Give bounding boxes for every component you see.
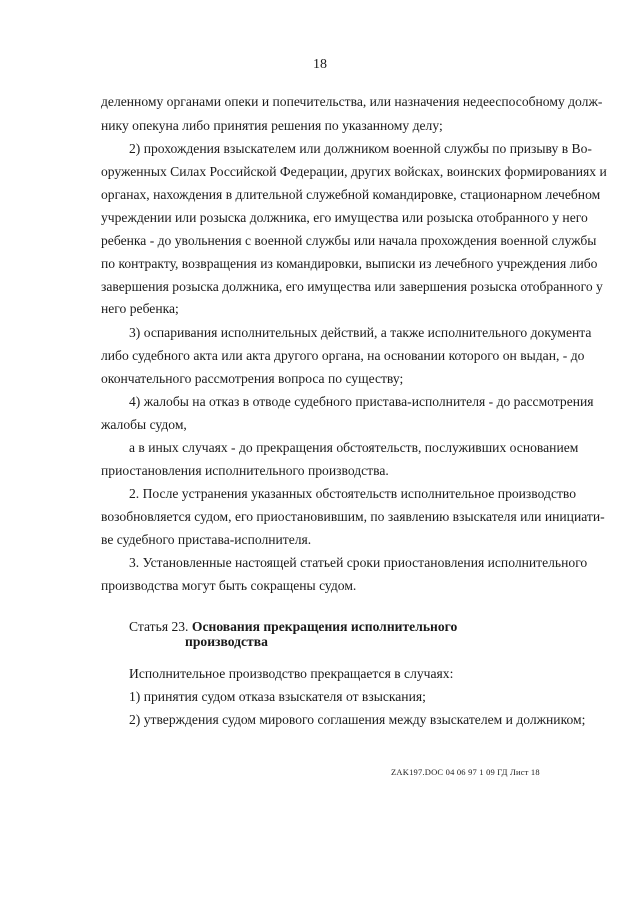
text-line: приостановления исполнительного производства. bbox=[101, 463, 389, 478]
text-line: завершения розыска должника, его имущества или завершения розыска отобранного у bbox=[101, 279, 603, 294]
text-line: жалобы судом, bbox=[101, 417, 187, 432]
article-title: Основания прекращения исполнительного bbox=[191, 619, 458, 634]
text-line: 2) утверждения судом мирового соглашения между взыскателем и должником; bbox=[129, 712, 586, 727]
text-line: 2) прохождения взыскателем или должником военной службы по призыву в Во- bbox=[129, 141, 592, 156]
text-line: по контракту, возвращения из командировки, выписки из лечебного учреждения либо bbox=[101, 256, 598, 271]
text-line: возобновляется судом, его приостановившим, по заявлению взыскателя или инициати- bbox=[101, 509, 605, 524]
text-line: деленному органами опеки и попечительства, или назначения недееспособному долж- bbox=[101, 94, 603, 109]
text-line: производства могут быть сокращены судом. bbox=[101, 578, 357, 593]
text-line: а в иных случаях - до прекращения обстоятельств, послуживших основанием bbox=[129, 440, 579, 455]
text-line: 2. После устранения указанных обстоятельств исполнительное производство bbox=[129, 486, 577, 501]
text-line: Исполнительное производство прекращается в случаях: bbox=[129, 666, 454, 681]
text-line: 4) жалобы на отказ в отводе судебного пристава-исполнителя - до рассмотрения bbox=[129, 394, 594, 409]
text-line: ребенка - до увольнения с военной службы или начала прохождения военной службы bbox=[101, 233, 597, 248]
text-line: либо судебного акта или акта другого органа, на основании которого он выдан, - до bbox=[101, 348, 585, 363]
text-line: нику опекуна либо принятия решения по указанному делу; bbox=[101, 118, 443, 133]
text-line: органах, нахождения в длительной служебной командировке, стационарном лечебном bbox=[101, 187, 601, 202]
article-title-continued: производства bbox=[185, 634, 268, 649]
footer-stamp: ZAK197.DOC 04 06 97 1 09 ГД Лист 18 bbox=[391, 767, 540, 777]
text-line: учреждении или розыска должника, его имущества или розыска отобранного у него bbox=[101, 210, 588, 225]
page-number: 18 bbox=[313, 57, 327, 72]
text-line: окончательного рассмотрения вопроса по существу; bbox=[101, 371, 404, 386]
article-heading bbox=[129, 618, 457, 635]
text-line: 3. Установленные настоящей статьей сроки приостановления исполнительного bbox=[129, 555, 588, 570]
text-line: него ребенка; bbox=[101, 301, 179, 316]
text-line: оруженных Силах Российской Федерации, других войсках, воинских формированиях и bbox=[101, 164, 607, 179]
text-line: ве судебного пристава-исполнителя. bbox=[101, 532, 312, 547]
text-line: 3) оспаривания исполнительных действий, а также исполнительного документа bbox=[129, 325, 592, 340]
text-line: 1) принятия судом отказа взыскателя от взыскания; bbox=[129, 689, 426, 704]
article-label: Статья 23. bbox=[129, 619, 189, 634]
